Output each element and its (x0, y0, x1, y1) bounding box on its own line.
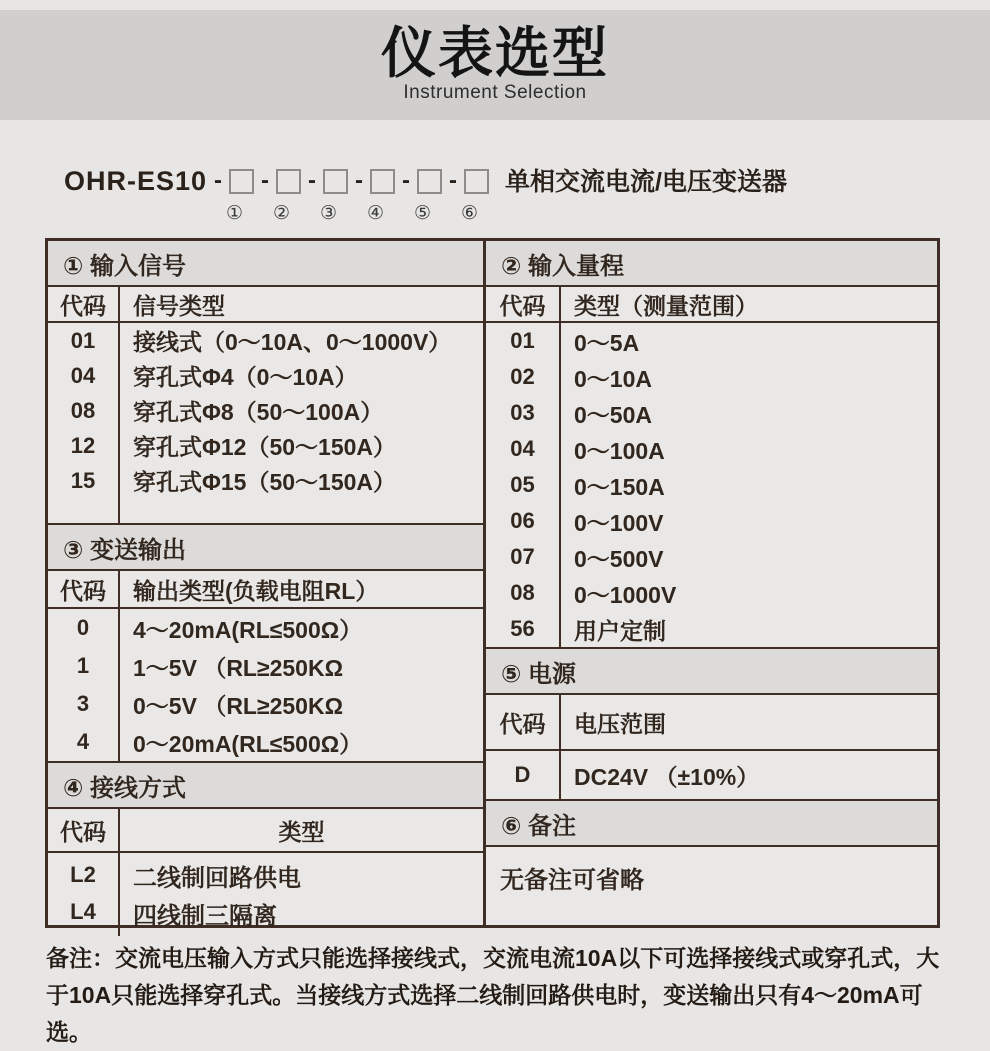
row-desc: 穿孔式Φ12（50～150A） (133, 434, 397, 460)
table-row (486, 359, 937, 395)
row-desc: 0～500V (574, 545, 664, 572)
table-left-column (48, 241, 486, 930)
table-row (486, 323, 937, 359)
subheader-wiring (48, 809, 483, 853)
row-desc: 穿孔式Φ4（0～10A） (133, 364, 358, 390)
row-desc: 0～50A (574, 401, 652, 428)
section-header-power: ⑤ 电源 (486, 647, 937, 695)
table-row (486, 575, 937, 611)
empty-cell (48, 498, 120, 523)
row-desc: 用户定制 (574, 617, 666, 644)
row-desc: 0～5A (574, 329, 640, 356)
subheader-output (48, 571, 483, 609)
model-code-line (64, 166, 990, 224)
subheader-input-signal (48, 287, 483, 323)
page-title: 仪表选型 (380, 22, 609, 84)
page-subtitle: Instrument Selection (403, 82, 587, 103)
row-code: 3 (48, 685, 120, 723)
table-row (486, 395, 937, 431)
column-header-code: 代码 (48, 571, 120, 607)
row-desc: 0～150A (574, 473, 665, 500)
section-header-input-range: ② 输入量程 (486, 241, 937, 287)
subheader-input-range (486, 287, 937, 323)
position-number-1: ① (226, 202, 244, 224)
position-number-6: ⑥ (461, 202, 479, 224)
row-code: 56 (486, 611, 561, 647)
model-slot-6 (442, 166, 489, 224)
empty-cell (120, 498, 483, 523)
row-code: 12 (48, 428, 120, 463)
table-row (48, 609, 483, 647)
row-desc: 1～5V （RL≥250KΩ (133, 654, 344, 681)
table-right-column (486, 241, 937, 925)
table-row (486, 467, 937, 503)
product-name: 单相交流电流/电压变送器 (505, 168, 787, 196)
position-number-4: ④ (367, 202, 385, 224)
model-code-box (417, 169, 442, 194)
row-code: 04 (486, 431, 561, 467)
model-slot-5 (395, 166, 442, 224)
model-slot-2 (254, 166, 301, 224)
wiring-codes (48, 853, 120, 936)
row-desc: DC24V （±10%） (574, 763, 760, 790)
row-code: 4 (48, 723, 120, 761)
table-row (48, 323, 483, 358)
model-slot-4 (348, 166, 395, 224)
column-header-code: 代码 (48, 287, 120, 321)
model-code-box (370, 169, 395, 194)
table-row (48, 393, 483, 428)
row-code: 15 (48, 463, 120, 498)
model-code-box (276, 169, 301, 194)
model-slot-3 (301, 166, 348, 224)
row-code: D (486, 751, 561, 799)
row-desc: 四线制三隔离 (133, 903, 277, 930)
table-row (486, 611, 937, 647)
dash: - (402, 167, 411, 194)
row-code: 02 (486, 359, 561, 395)
table-row (48, 358, 483, 393)
position-number-3: ③ (320, 202, 338, 224)
row-code: 1 (48, 647, 120, 685)
column-header-voltage-range: 电压范围 (574, 710, 666, 737)
column-header-range-type: 类型（测量范围） (574, 292, 758, 319)
row-desc: 0～10A (574, 365, 652, 392)
column-header-signal-type: 信号类型 (133, 292, 225, 319)
table-row (48, 647, 483, 685)
row-code: 01 (48, 323, 120, 358)
dash: - (214, 167, 223, 194)
row-code: 08 (48, 393, 120, 428)
position-number-5: ⑤ (414, 202, 432, 224)
position-number-2: ② (273, 202, 291, 224)
table-row (48, 685, 483, 723)
model-slot-1 (207, 166, 254, 224)
row-code: 05 (486, 467, 561, 503)
dash: - (355, 167, 364, 194)
row-desc: 二线制回路供电 (133, 865, 301, 892)
row-desc: 穿孔式Φ8（50～100A） (133, 399, 384, 425)
table-row (486, 751, 937, 799)
dash: - (261, 167, 270, 194)
row-desc: 接线式（0～10A、0～1000V） (133, 329, 452, 355)
wiring-types (120, 853, 483, 936)
table-row (48, 463, 483, 498)
row-code: 08 (486, 575, 561, 611)
row-desc: 0～100A (574, 437, 665, 464)
table-row (486, 539, 937, 575)
model-prefix: OHR-ES10 (64, 166, 208, 196)
row-desc: 0～1000V (574, 581, 677, 608)
wiring-rows (48, 853, 483, 936)
row-desc: 0～100V (574, 509, 664, 536)
dash: - (308, 167, 317, 194)
model-code-box (323, 169, 348, 194)
column-header-output-type: 输出类型(负载电阻RL） (133, 577, 379, 604)
power-rows (486, 751, 937, 799)
row-code: 03 (486, 395, 561, 431)
row-desc: 0～20mA(RL≤500Ω） (133, 730, 363, 757)
table-row (486, 431, 937, 467)
row-desc: 穿孔式Φ15（50～150A） (133, 469, 397, 495)
footnote: 备注：交流电压输入方式只能选择接线式，交流电流10A以下可选择接线式或穿孔式，大于10A只能选择穿孔式。当接线方式选择二线制回路供电时，变送输出只有4～20mA可选。 (46, 945, 940, 1045)
row-desc: 4～20mA(RL≤500Ω） (133, 616, 363, 643)
section-header-remark: ⑥ 备注 (486, 799, 937, 847)
row-code: 06 (486, 503, 561, 539)
title-banner (0, 10, 990, 120)
row-code: L4 (70, 899, 96, 924)
row-code: 01 (486, 323, 561, 359)
subheader-power (486, 695, 937, 751)
row-desc: 0～5V （RL≥250KΩ (133, 692, 344, 719)
dash: - (449, 167, 458, 194)
empty-cell (48, 498, 483, 523)
column-header-code: 代码 (48, 809, 120, 851)
remark-cell: 无备注可省略 (500, 867, 644, 894)
column-header-code: 代码 (486, 287, 561, 321)
table-row (486, 503, 937, 539)
table-row (48, 428, 483, 463)
column-header-code: 代码 (486, 695, 561, 749)
row-code: 07 (486, 539, 561, 575)
column-header-wiring-type: 类型 (278, 818, 325, 845)
input-signal-rows (48, 323, 483, 523)
section-header-wiring: ④ 接线方式 (48, 761, 483, 809)
row-code: 04 (48, 358, 120, 393)
selection-table (45, 238, 940, 928)
output-rows (48, 609, 483, 761)
section-header-input-signal: ① 输入信号 (48, 241, 483, 287)
model-code-box (229, 169, 254, 194)
table-row (48, 723, 483, 761)
input-range-rows (486, 323, 937, 647)
section-header-output: ③ 变送输出 (48, 523, 483, 571)
row-code: L2 (70, 862, 96, 887)
row-code: 0 (48, 609, 120, 647)
model-code-box (464, 169, 489, 194)
